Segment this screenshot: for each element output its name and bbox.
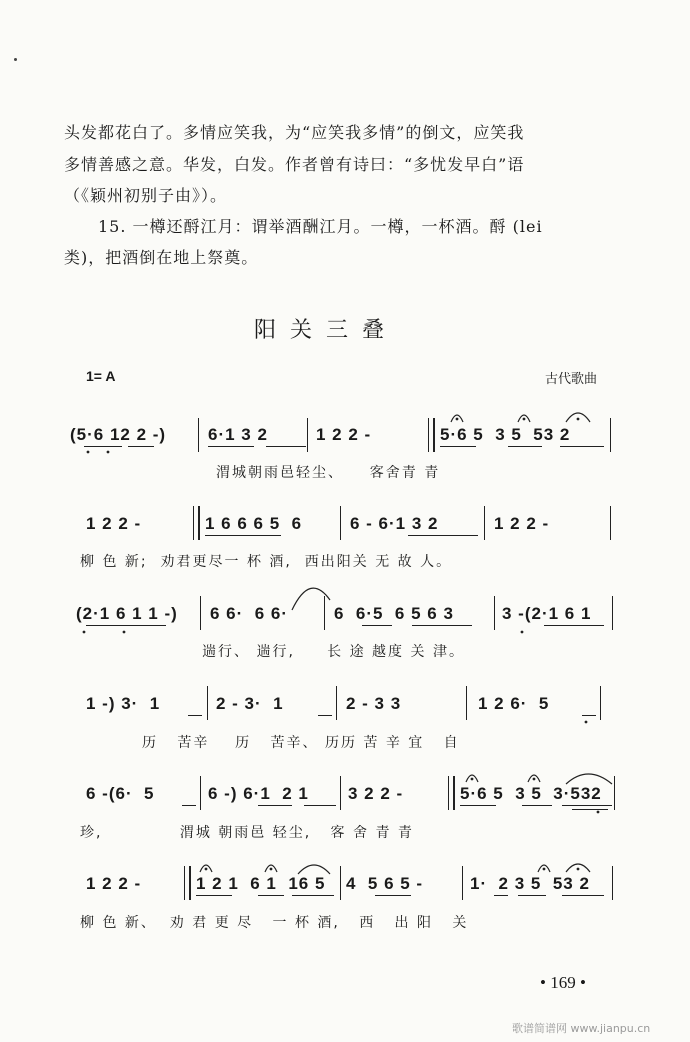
octave-dot — [585, 721, 588, 724]
slur — [292, 588, 330, 610]
row1-measure-3: 1 2 2 - — [316, 425, 372, 444]
row3-lyrics: 遄行、 遄行, 长 途 越度 关 津。 — [202, 644, 465, 660]
fermata-dot — [523, 418, 526, 421]
row5-measure-1: 6 -(6· 5 — [86, 784, 155, 803]
row2-measure-3: 6 - 6·1 3 2 — [350, 514, 439, 533]
fermata-dot — [205, 868, 208, 871]
fermata-dot — [543, 868, 546, 871]
row2-measure-2: 1 6 6 6 5 6 — [205, 514, 303, 533]
key-signature: 1= A — [86, 368, 116, 384]
fermata-dot — [456, 418, 459, 421]
row5-lyrics: 珍, 渭城 朝雨邑 轻尘, 客 舍 青 青 — [80, 825, 414, 841]
row5-measure-3: 3 2 2 - — [348, 784, 404, 803]
octave-dot — [87, 451, 90, 454]
row3-measure-1: (2·1 6 1 1 -) — [76, 604, 178, 623]
row4-measure-3: 2 - 3 3 — [346, 694, 402, 713]
octave-dot — [597, 811, 600, 814]
row6-measure-3: 4 5 6 5 - — [346, 874, 424, 893]
row6-measure-1: 1 2 2 - — [86, 874, 142, 893]
prose-line-2: 多情善感之意。华发，白发。作者曾有诗曰：“多忧发早白”语 — [64, 155, 525, 174]
row4-measure-4: 1 2 6· 5 — [478, 694, 550, 713]
row1-measure-4: 5·6 5 3 5 53 2 — [440, 425, 571, 444]
fermata-dot — [270, 868, 273, 871]
row4-measure-1: 1 -) 3· 1 — [86, 694, 161, 713]
row2-measure-1: 1 2 2 - — [86, 514, 142, 533]
row5-measure-4: 5·6 5 3 5 3·532 — [460, 784, 602, 803]
watermark: 歌谱简谱网 www.jianpu.cn — [512, 1022, 651, 1035]
prose-line-4: 15. 一樽还酹江月：谓举酒酬江月。一樽，一杯酒。酹 (lei — [98, 217, 543, 236]
row6-lyrics: 柳 色 新、 劝 君 更 尽 一 杯 酒, 西 出 阳 关 — [80, 915, 469, 931]
row2-lyrics: 柳 色 新; 劝君更尽一 杯 酒, 西出阳关 无 故 人。 — [80, 554, 453, 570]
fermata — [566, 413, 590, 422]
fermata-dot — [577, 418, 580, 421]
prose-line-5: 类)，把酒倒在地上祭奠。 — [64, 248, 259, 267]
row4-measure-2: 2 - 3· 1 — [216, 694, 284, 713]
slur — [566, 774, 612, 784]
row5-measure-2: 6 -) 6·1 2 1 — [208, 784, 309, 803]
song-title: 阳关三叠 — [254, 318, 399, 343]
fermata-dot — [533, 778, 536, 781]
row3-measure-2: 6 6· 6 6· — [210, 604, 289, 623]
fermata-dot — [471, 778, 474, 781]
row6-measure-2: 1 2 1 6 1 16 5 — [196, 874, 326, 893]
row6-measure-4: 1· 2 3 5 53 2 — [470, 874, 590, 893]
row4-lyrics: 历 苦辛 历 苦辛、 历历 苦 辛 宜 自 — [142, 735, 460, 751]
octave-dot — [83, 631, 86, 634]
slur — [298, 865, 330, 874]
prose-line-1: 头发都花白了。多情应笑我，为“应笑我多情”的倒文，应笑我 — [64, 123, 525, 142]
octave-dot — [521, 631, 524, 634]
octave-dot — [107, 451, 110, 454]
row3-measure-4: 3 -(2·1 6 1 — [502, 604, 592, 623]
fermata-dot — [577, 868, 580, 871]
page-number: • 169 • — [540, 973, 586, 992]
row2-measure-4: 1 2 2 - — [494, 514, 550, 533]
row1-measure-1: (5·6 12 2 -) — [70, 425, 167, 444]
prose-line-3: （《颖州初别子由》）。 — [64, 186, 228, 205]
row3-measure-3: 6 6·5 6 5 6 3 — [334, 604, 454, 623]
row1-measure-2: 6·1 3 2 — [208, 425, 268, 444]
song-genre: 古代歌曲 — [545, 372, 598, 387]
row1-lyrics: 渭城朝雨邑轻尘、 客舍青 青 — [216, 465, 441, 481]
octave-dot — [123, 631, 126, 634]
